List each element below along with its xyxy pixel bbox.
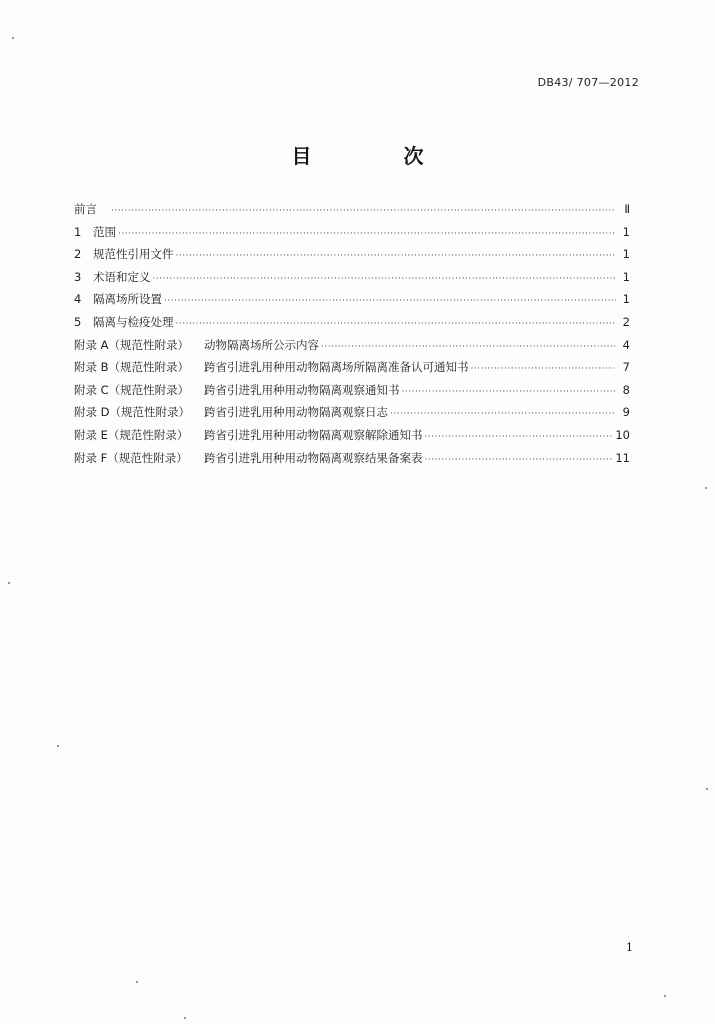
toc-entry-appendix-a[interactable] (74, 337, 630, 360)
toc-entry-label: 跨省引进乳用种用动物隔离场所隔离准备认可通知书 (204, 360, 469, 375)
leader-dots (390, 409, 616, 419)
leader-dots (118, 229, 616, 239)
toc-entry-label: 跨省引进乳用种用动物隔离观察通知书 (204, 382, 400, 397)
toc-entry-page: 9 (622, 405, 630, 420)
table-of-contents (74, 201, 630, 472)
toc-entry-appendix-prefix: 附录 F（规范性附录） (74, 450, 188, 465)
scan-speck (705, 487, 707, 489)
toc-entry-foreword[interactable] (74, 201, 630, 224)
scan-speck (8, 582, 10, 584)
leader-dots (111, 206, 616, 216)
toc-entry-appendix-prefix: 附录 A（规范性附录） (74, 337, 190, 352)
scan-speck (664, 995, 666, 997)
toc-entry-appendix-e[interactable] (74, 427, 630, 450)
toc-entry-page: 8 (622, 382, 630, 397)
toc-entry-page: Ⅱ (624, 202, 630, 216)
toc-entry-label: 动物隔离场所公示内容 (204, 337, 319, 352)
leader-dots (321, 342, 616, 352)
toc-entry-appendix-c[interactable] (74, 382, 630, 405)
toc-entry-label: 范围 (93, 224, 116, 239)
toc-entry-number: 3 (74, 269, 82, 284)
scan-speck (706, 788, 708, 790)
toc-entry-label: 前言 (74, 202, 97, 216)
toc-entry-page: 1 (622, 247, 630, 262)
toc-entry-label: 跨省引进乳用种用动物隔离观察日志 (204, 405, 388, 420)
toc-entry-page: 1 (622, 224, 630, 239)
page-number: 1 (626, 941, 633, 954)
toc-entry-label: 跨省引进乳用种用动物隔离观察结果备案表 (204, 450, 423, 465)
leader-dots (471, 364, 617, 374)
toc-entry-appendix-prefix: 附录 C（规范性附录） (74, 382, 190, 397)
toc-entry-3[interactable] (74, 269, 630, 292)
toc-entry-page: 10 (615, 427, 630, 442)
toc-entry-page: 4 (622, 337, 630, 352)
toc-entry-page: 7 (622, 360, 630, 375)
toc-entry-2[interactable] (74, 246, 630, 269)
toc-entry-appendix-f[interactable] (74, 450, 630, 473)
scan-speck (136, 981, 138, 983)
toc-entry-page: 1 (622, 292, 630, 307)
toc-entry-page: 2 (622, 314, 630, 329)
toc-entry-label: 跨省引进乳用种用动物隔离观察解除通知书 (204, 427, 423, 442)
toc-entry-label: 规范性引用文件 (93, 247, 174, 262)
toc-entry-page: 11 (615, 450, 630, 465)
toc-entry-4[interactable] (74, 291, 630, 314)
leader-dots (164, 296, 616, 306)
toc-entry-number: 1 (74, 224, 82, 239)
page-title: 目 次 (291, 144, 460, 168)
leader-dots (402, 387, 617, 397)
toc-entry-number: 2 (74, 247, 82, 262)
leader-dots (153, 274, 617, 284)
toc-entry-appendix-d[interactable] (74, 404, 630, 427)
leader-dots (176, 319, 617, 329)
scan-speck (12, 37, 14, 39)
toc-entry-appendix-prefix: 附录 B（规范性附录） (74, 360, 190, 375)
toc-entry-page: 1 (622, 269, 630, 284)
scan-speck (184, 1017, 186, 1019)
leader-dots (176, 251, 617, 261)
toc-entry-appendix-prefix: 附录 D（规范性附录） (74, 405, 191, 420)
toc-entry-appendix-b[interactable] (74, 359, 630, 382)
toc-entry-5[interactable] (74, 314, 630, 337)
leader-dots (425, 432, 614, 442)
toc-entry-appendix-prefix: 附录 E（规范性附录） (74, 427, 189, 442)
scan-speck (57, 745, 59, 747)
toc-entry-label: 隔离场所设置 (93, 292, 162, 307)
leader-dots (425, 455, 614, 465)
toc-entry-label: 隔离与检疫处理 (93, 314, 174, 329)
toc-entry-number: 5 (74, 314, 82, 329)
toc-entry-label: 术语和定义 (93, 269, 151, 284)
toc-entry-1[interactable] (74, 224, 630, 247)
toc-entry-number: 4 (74, 292, 82, 307)
standard-code: DB43/ 707—2012 (537, 76, 639, 89)
